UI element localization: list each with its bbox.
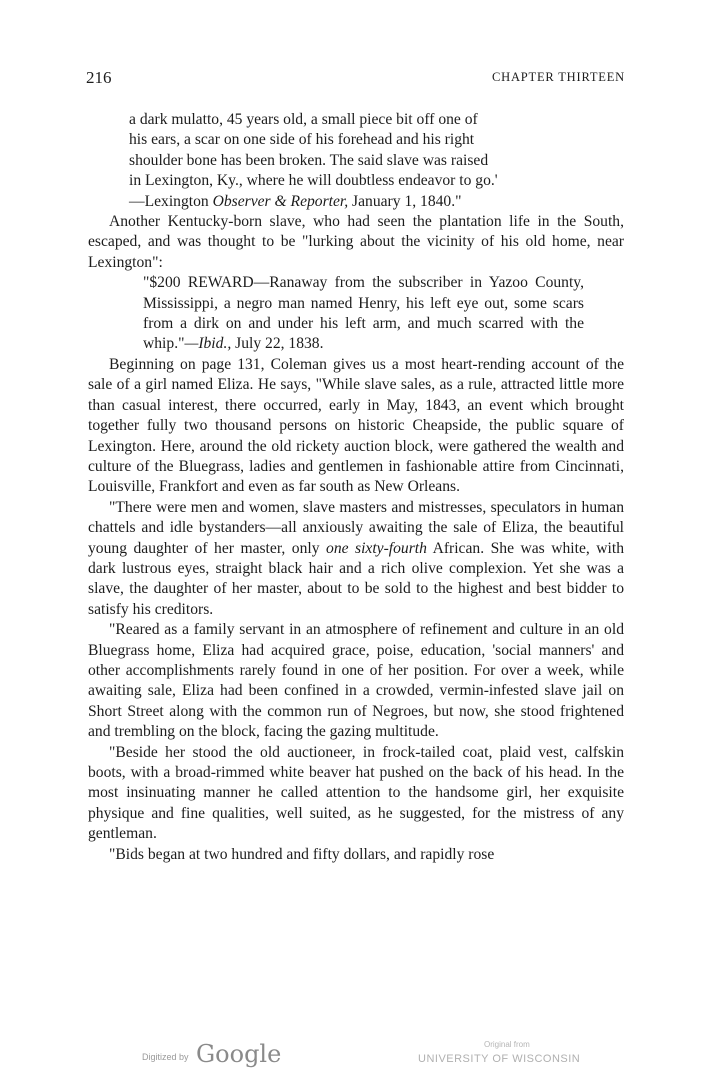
- paragraph-6: "Bids began at two hundred and fifty dollars, and rapidly rose: [109, 845, 495, 863]
- quote2-citation-source: —Ibid.,: [184, 335, 232, 353]
- quote1-citation: [129, 192, 584, 212]
- quote2-body: "$200 REWARD—Ranaway from the subscriber in Yazoo County, Mississippi, a negro man named Henry, his left eye out, some scars from a dirk on and under his left arm, and much scarred with the whip.": [143, 274, 584, 353]
- page-number: 216: [86, 68, 112, 87]
- body-text: [88, 110, 624, 865]
- library-name: UNIVERSITY OF WISCONSIN: [418, 1053, 581, 1065]
- paragraph-2: Beginning on page 131, Coleman gives us a most heart-rending account of the sale of a girl named Eliza. He says, "While slave sales, as a rule, attracted little more than casual interest, there occurred, early in May, 1843, an event which brought together fully two thousand persons on historic Cheapside, the public square of Lexington. Here, around the old rickety auction block, were gathered the wealth and culture of the Bluegrass, ladies and gentlemen in fashionable attire from Cincinnati, Louisville, Frankfort and even as far south as New Orleans.: [88, 355, 624, 496]
- paragraph-4: "Reared as a family servant in an atmosphere of refinement and culture in an old Bluegrass home, Eliza had acquired grace, poise, education, 'social manners' and other accomplishments rarely found in one of her position. For over a week, while awaiting sale, Eliza had been confined in a crowded, vermin-infested slave jail on Short Street along with the common run of Negroes, but now, she stood frightened and trembling on the block, facing the gazing multitude.: [88, 621, 624, 741]
- citation-date: January 1, 1840.": [348, 192, 462, 210]
- quote1-line-2: his ears, a scar on one side of his forehead and his right: [129, 131, 475, 149]
- quote1-line-1: a dark mulatto, 45 years old, a small piece bit off one of: [129, 111, 478, 128]
- quote2-text: [129, 273, 584, 355]
- citation-source: Observer & Reporter,: [212, 192, 349, 210]
- paragraph-3-end: African. She was white, with dark lustrous eyes, straight black hair and a rich olive complexion. Yet she was a slave, the daughter of her master, about to be sold to the highest and best bidder to satisfy his creditors.: [88, 539, 625, 618]
- paragraph-3: [88, 498, 624, 620]
- chapter-title: CHAPTER THIRTEEN: [492, 70, 625, 84]
- quote1-line-4: in Lexington, Ky., where he will doubtless endeavor to go.': [129, 172, 498, 190]
- quote1-line-3: shoulder bone has been broken. The said slave was raised: [129, 151, 489, 169]
- paragraph-5: "Beside her stood the old auctioneer, in frock-tailed coat, plaid vest, calfskin boots, with a broad-rimmed white beaver hat pushed on the back of his head. In the most insinuating manner he called attention to the handsome girl, her exquisite physique and fine qualities, well suited, as he suggested, for the mistress of any gentleman.: [88, 743, 624, 843]
- running-header: [86, 68, 625, 88]
- block-quote-2: [88, 273, 624, 355]
- scan-watermark: [0, 1040, 711, 1070]
- block-quote-1: [88, 110, 624, 212]
- google-logo: Google: [196, 1040, 282, 1068]
- paragraph-1: Another Kentucky-born slave, who had seen the plantation life in the South, escaped, and was thought to be "lurking about the vicinity of his old home, near Lexington":: [88, 213, 624, 271]
- quote2-citation-date: July 22, 1838.: [231, 335, 324, 353]
- paragraph-3-start: "There were men and women, slave masters and mistresses, speculators in human chattels and idle bystanders—all anxiously awaiting the sale of Eliza, the beautiful young daughter of her master, only: [88, 498, 624, 557]
- digitized-by-label: Digitized by: [142, 1052, 189, 1062]
- paragraph-3-emphasis: one sixty-fourth: [326, 539, 427, 557]
- citation-prefix: —Lexington: [129, 192, 213, 210]
- original-from-label: Original from: [484, 1040, 530, 1049]
